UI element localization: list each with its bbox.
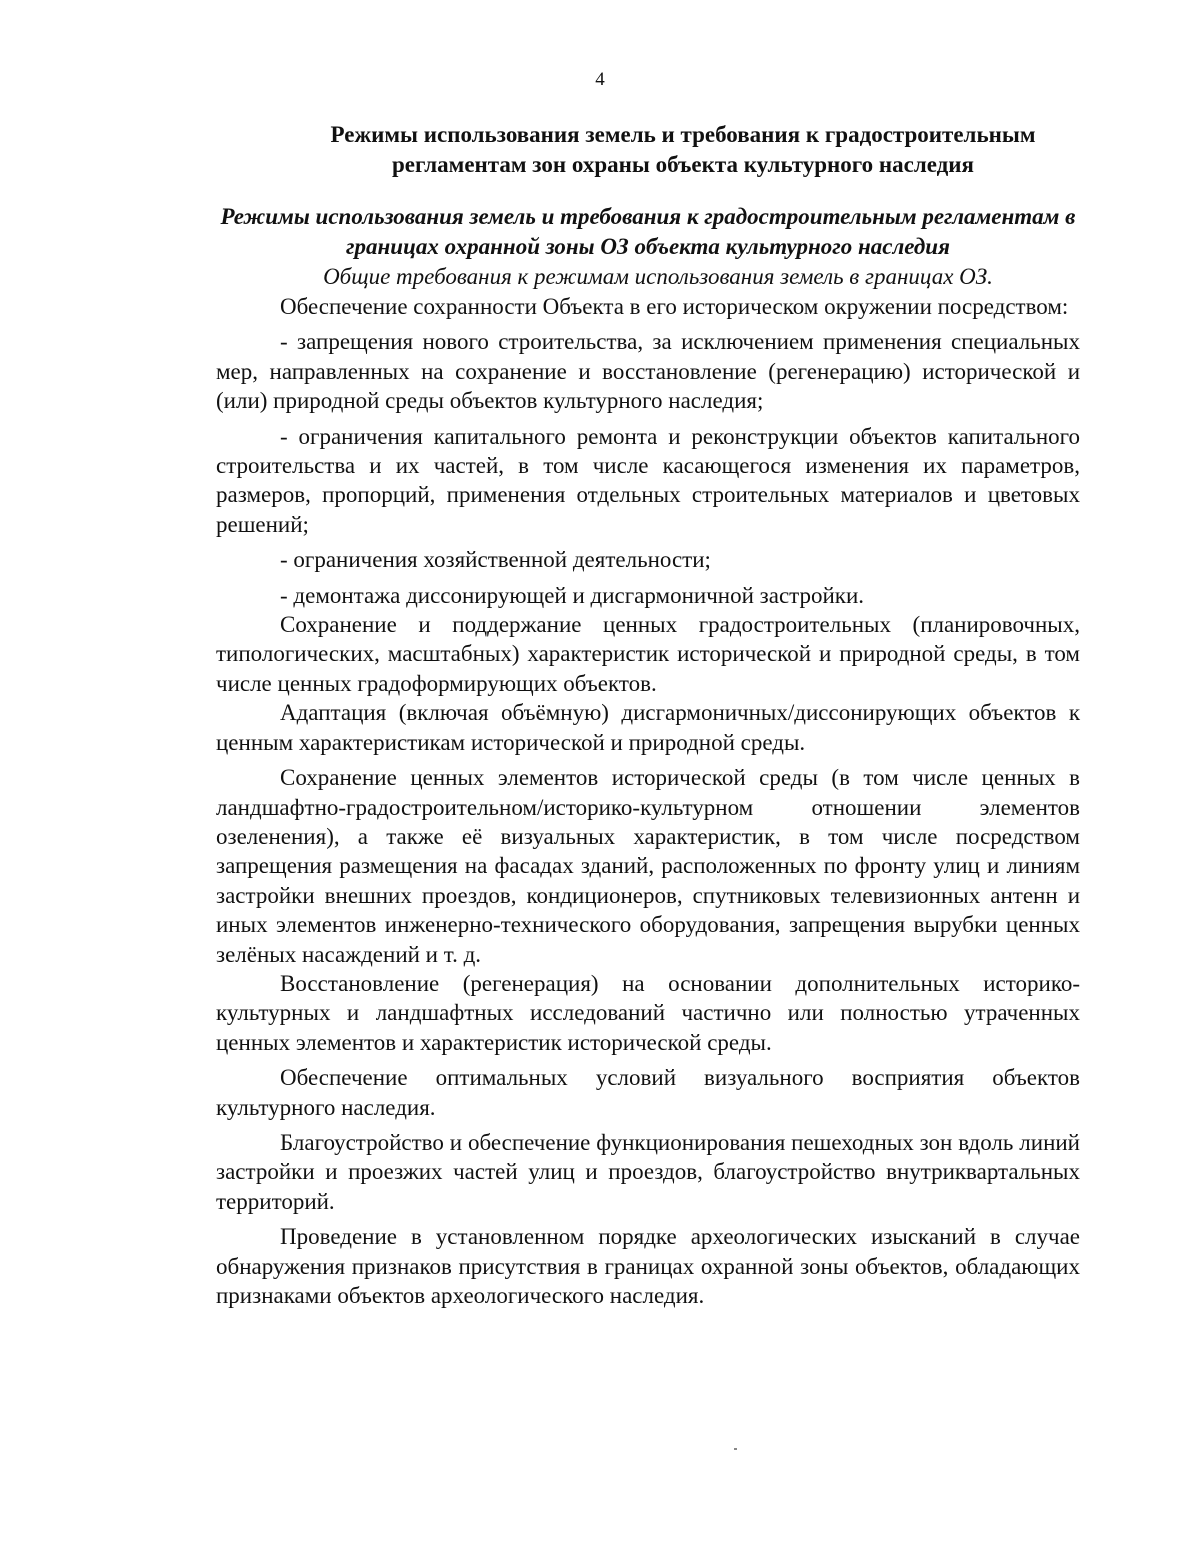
- page-number: 4: [595, 69, 605, 90]
- paragraph: Проведение в установленном порядке археологических изысканий в случае обнаружения признаков присутствия в границах охранной зоны объектов, обладающих признаками объектов археологического наследия.: [216, 1224, 1080, 1308]
- scan-speck: [734, 1448, 737, 1450]
- paragraph: Благоустройство и обеспечение функционирования пешеходных зон вдоль линий застройки и проезжих частей улиц и проездов, благоустройство внутриквартальных территорий.: [216, 1129, 1080, 1214]
- list-item: - демонтажа диссонирующей и дисгармоничной застройки.: [280, 582, 865, 608]
- subsection-heading: Режимы использования земель и требования к градостроительным регламентам в границах охранной зоны ОЗ объекта культурного наследия: [220, 204, 1076, 259]
- list-item: - ограничения капитального ремонта и реконструкции объектов капитального строительства и их частей, в том числе касающегося изменения их параметров, размеров, пропорций, применения отдельных строительных материалов и цветовых решений;: [216, 423, 1080, 537]
- paragraph: Сохранение и поддержание ценных градостроительных (планировочных, типологических, масштабных) характеристик исторической и природной среды, в том числе ценных градоформирующих объектов.: [216, 612, 1080, 696]
- section-heading: Режимы использования земель и требования к градостроительным регламентам зон охраны объекта культурного наследия: [330, 122, 1036, 177]
- list-item: - запрещения нового строительства, за исключением применения специальных мер, направленных на сохранение и восстановление (регенерацию) исторической и (или) природной среды объектов культурного наследия;: [216, 329, 1080, 414]
- document-body: [216, 120, 1080, 1310]
- paragraph: Обеспечение оптимальных условий визуального восприятия объектов культурного наследия.: [216, 1065, 1080, 1120]
- paragraph: Сохранение ценных элементов исторической среды (в том числе ценных в ландшафтно-градостроительном/историко-культурном отношении элементов озеленения), а также её визуальных характеристик, в том числе посредством запрещения размещения на фасадах зданий, расположенных по фронту улиц и линиям застройки внешних проездов, кондиционеров, спутниковых телевизионных антенн и иных элементов инженерно-технического оборудования, запрещения вырубки ценных зелёных насаждений и т. д.: [216, 765, 1080, 967]
- paragraph: Восстановление (регенерация) на основании дополнительных историко-культурных и ландшафтных исследований частично или полностью утраченных ценных элементов и характеристик исторической среды.: [216, 970, 1080, 1055]
- subsection-subtitle: Общие требования к режимам использования земель в границах ОЗ.: [323, 264, 993, 289]
- list-item: - ограничения хозяйственной деятельности;: [280, 547, 711, 573]
- paragraph: Адаптация (включая объёмную) дисгармоничных/диссонирующих объектов к ценным характеристикам исторической и природной среды.: [216, 700, 1080, 755]
- paragraph: Обеспечение сохранности Объекта в его историческом окружении посредством:: [280, 294, 1069, 319]
